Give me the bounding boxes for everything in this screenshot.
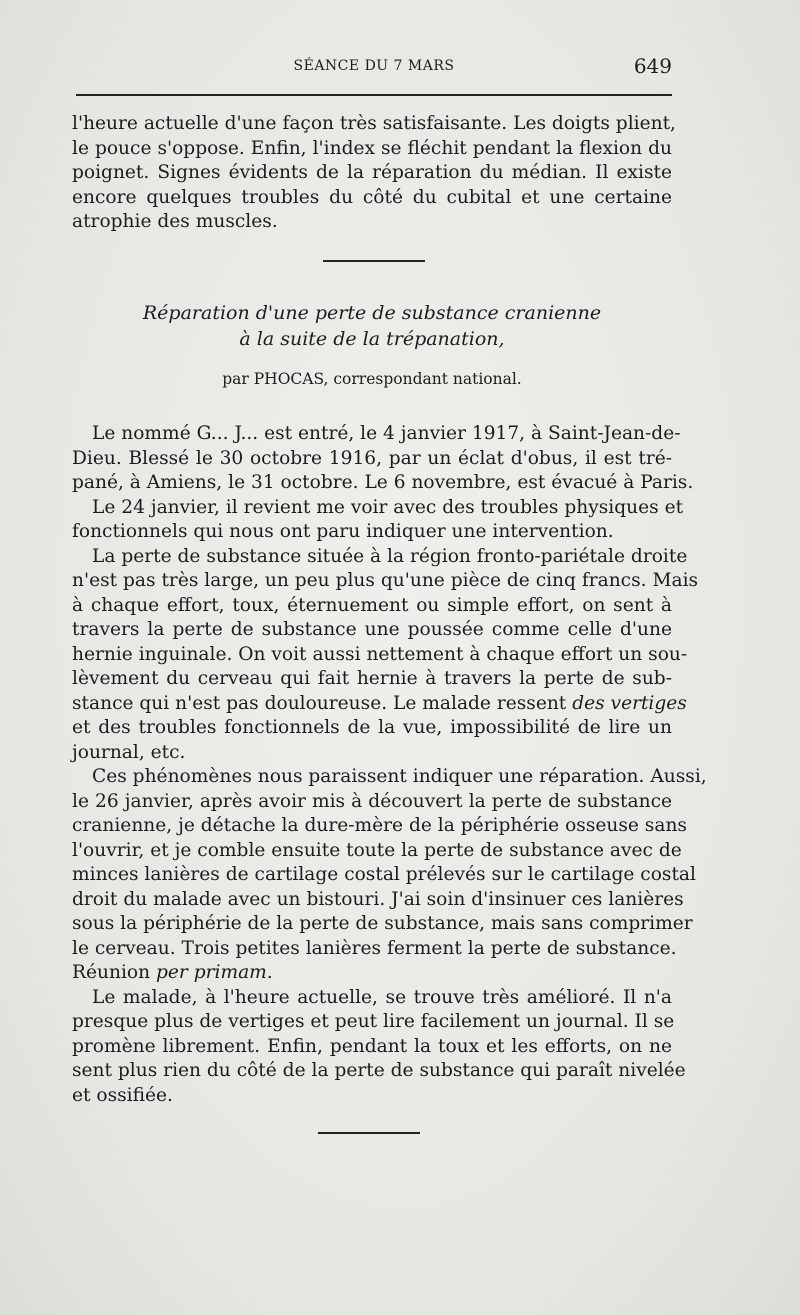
running-title: SÉANCE DU 7 MARS <box>293 58 455 74</box>
text-line: l'ouvrir, et je comble ensuite toute la perte de substance avec de <box>72 839 682 861</box>
text-line: sous la périphérie de la perte de substance, mais sans comprimer <box>72 913 693 934</box>
italic-text: des vertiges <box>572 692 687 714</box>
text-line: minces lanières de cartilage costal prélevés sur le cartilage costal <box>72 864 696 885</box>
text-line: le cerveau. Trois petites lanières ferment la perte de substance. <box>72 937 677 959</box>
article-title-line: à la suite de la trépanation, <box>239 328 505 350</box>
article-author: par PHOCAS, correspondant national. <box>222 370 522 388</box>
text-line <box>72 692 687 717</box>
section-separator <box>323 260 425 262</box>
text-line: droit du malade avec un bistouri. J'ai soin d'insinuer ces lanières <box>72 888 684 910</box>
text-segment: Réunion <box>72 962 151 983</box>
text-line: le pouce s'oppose. Enfin, l'index se fléchit pendant la flexion du <box>72 137 672 159</box>
end-separator <box>318 1132 420 1134</box>
article-body <box>72 422 707 1108</box>
text-line: promène librement. Enfin, pendant la toux et les efforts, on ne <box>72 1035 672 1057</box>
text-line <box>72 961 672 986</box>
text-line: Le 24 janvier, il revient me voir avec des troubles physiques et <box>92 496 684 518</box>
text-line: à chaque effort, toux, éternuement ou simple effort, on sent à <box>72 594 672 616</box>
text-line: et ossifiée. <box>72 1084 173 1106</box>
text-line: le 26 janvier, après avoir mis à découvert la perte de substance <box>72 790 672 812</box>
text-line: lèvement du cerveau qui fait hernie à travers la perte de sub- <box>72 668 672 689</box>
text-line: cranienne, je détache la dure-mère de la périphérie osseuse sans <box>72 815 687 836</box>
text-segment: stance qui n'est pas douloureuse. Le malade ressent <box>72 692 567 714</box>
text-line: n'est pas très large, un peu plus qu'une pièce de cinq francs. Mais <box>72 570 699 591</box>
page-number: 649 <box>633 54 672 78</box>
text-line: poignet. Signes évidents de la réparation du médian. Il existe <box>72 162 672 183</box>
page-header <box>76 54 672 80</box>
text-line: pané, à Amiens, le 31 octobre. Le 6 novembre, est évacué à Paris. <box>72 472 694 493</box>
text-line: l'heure actuelle d'une façon très satisfaisante. Les doigts plient, <box>72 113 676 134</box>
text-line: atrophie des muscles. <box>72 211 278 232</box>
text-line: presque plus de vertiges et peut lire facilement un journal. Il se <box>72 1011 675 1032</box>
text-line: Ces phénomènes nous paraissent indiquer une réparation. Aussi, <box>92 766 707 787</box>
header-rule <box>76 94 672 96</box>
text-line: sent plus rien du côté de la perte de substance qui paraît nivelée <box>72 1060 686 1081</box>
article-title <box>72 300 672 352</box>
text-line: Dieu. Blessé le 30 octobre 1916, par un éclat d'obus, il est tré- <box>72 447 672 469</box>
text-line: La perte de substance située à la région fronto-pariétale droite <box>92 545 688 567</box>
text-line: travers la perte de substance une poussée comme celle d'une <box>72 619 672 640</box>
italic-text: per primam. <box>156 962 273 983</box>
text-line: encore quelques troubles du côté du cubital et une certaine <box>72 186 672 208</box>
text-line: hernie inguinale. On voit aussi nettement à chaque effort un sou- <box>72 643 688 665</box>
text-line: journal, etc. <box>72 741 186 763</box>
text-line: Le nommé G... J... est entré, le 4 janvier 1917, à Saint-Jean-de- <box>92 423 681 444</box>
text-line: fonctionnels qui nous ont paru indiquer une intervention. <box>72 521 614 542</box>
text-line: Le malade, à l'heure actuelle, se trouve très amélioré. Il n'a <box>92 986 672 1008</box>
article-title-line: Réparation d'une perte de substance cranienne <box>142 302 602 324</box>
text-line: et des troubles fonctionnels de la vue, impossibilité de lire un <box>72 717 672 738</box>
intro-paragraph <box>72 112 676 235</box>
